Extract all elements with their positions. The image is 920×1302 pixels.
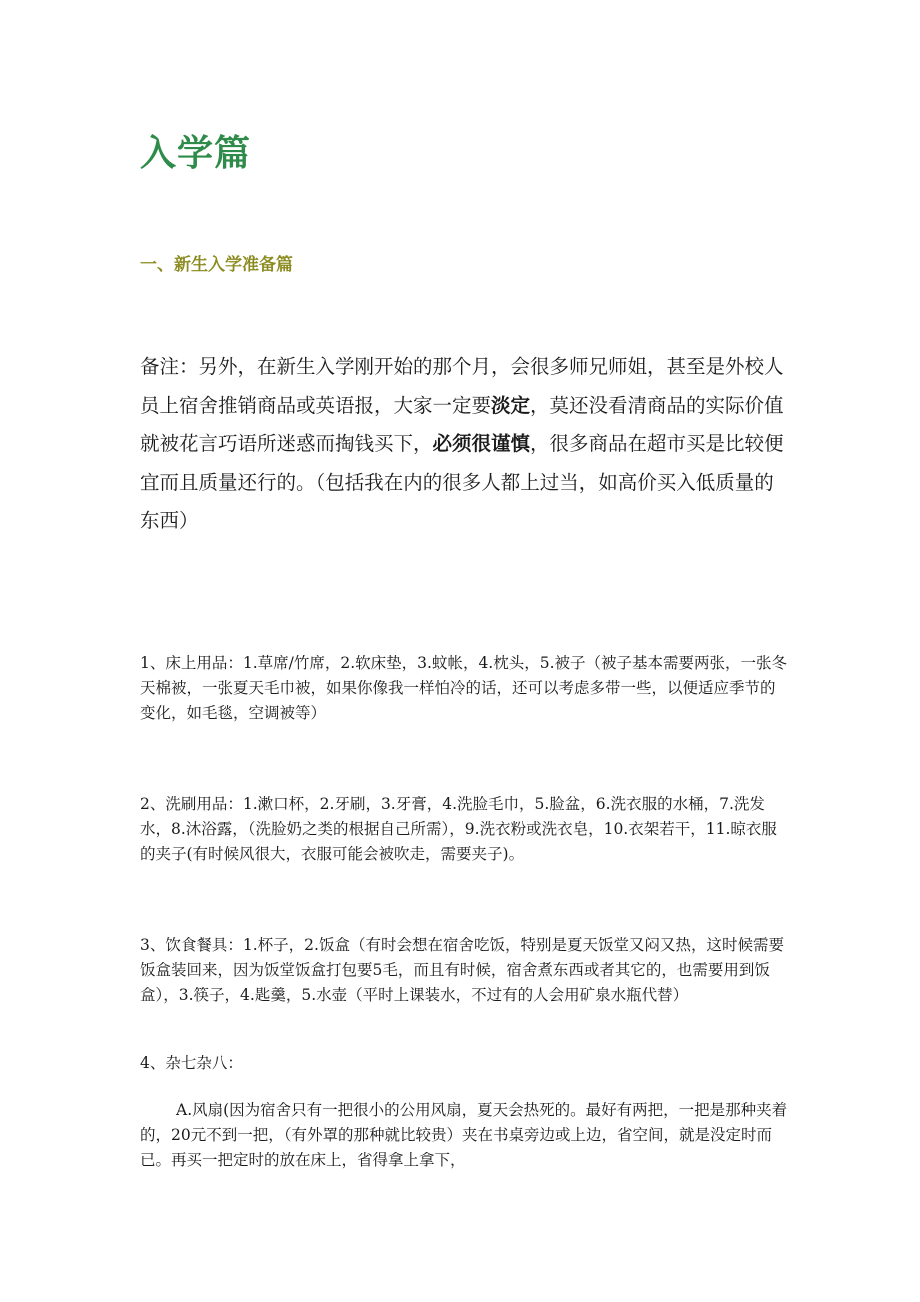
- list-item-miscellaneous: 4、杂七杂八：: [140, 1054, 243, 1072]
- note-emphasis-calm: 淡定: [491, 393, 531, 417]
- list-item-tableware: 3、饮食餐具：1.杯子，2.饭盒（有时会想在宿舍吃饭，特别是夏天饭堂又闷又热，这时候需要饭盒装回来，因为饭堂饭盒打包要5毛，而且有时候，宿舍煮东西或者其它的，也需要用到饭盒），3.筷子，4.匙羹，5.水壶（平时上课装水，不过有的人会用矿泉水瓶代替）: [140, 936, 784, 1004]
- note-text-2: ，莫还没看清商品的实际价值就被花言巧语所迷惑而掏钱买下，: [140, 393, 784, 455]
- sub-item-fan: A.风扇(因为宿舍只有一把很小的公用风扇，夏天会热死的。最好有两把，一把是那种夹着的，20元不到一把，（有外罩的那种就比较贵）夹在书桌旁边或上边，省空间，就是没定时而已。再买一把定时的放在床上，省得拿上拿下，: [140, 1101, 788, 1169]
- section-heading: 一、新生入学准备篇: [140, 255, 293, 275]
- note-paragraph: [140, 348, 790, 541]
- page-title: 入学篇: [140, 133, 252, 174]
- note-text-3: ，很多商品在超市买是比较便宜而且质量还行的。（包括我在内的很多人都上过当，如高价买入低质量的东西）: [140, 432, 784, 532]
- note-emphasis-careful: 必须很谨慎: [432, 432, 531, 455]
- list-item-bedding: 1、床上用品：1.草席/竹席，2.软床垫，3.蚊帐，4.枕头，5.被子（被子基本需要两张，一张冬天棉被，一张夏天毛巾被，如果你像我一样怕冷的话，还可以考虑多带一些，以便适应季节的变化，如毛毯，空调被等）: [140, 654, 788, 722]
- list-item-toiletries: 2、洗刷用品：1.漱口杯，2.牙刷，3.牙膏，4.洗脸毛巾，5.脸盆，6.洗衣服的水桶，7.洗发水，8.沐浴露，（洗脸奶之类的根据自己所需），9.洗衣粉或洗衣皂，10.衣架若干，11.晾衣服的夹子(有时候风很大，衣服可能会被吹走，需要夹子)。: [140, 795, 777, 863]
- note-text-1: 备注：另外，在新生入学刚开始的那个月，会很多师兄师姐，甚至是外校人员上宿舍推销商品或英语报，大家一定要: [140, 355, 784, 417]
